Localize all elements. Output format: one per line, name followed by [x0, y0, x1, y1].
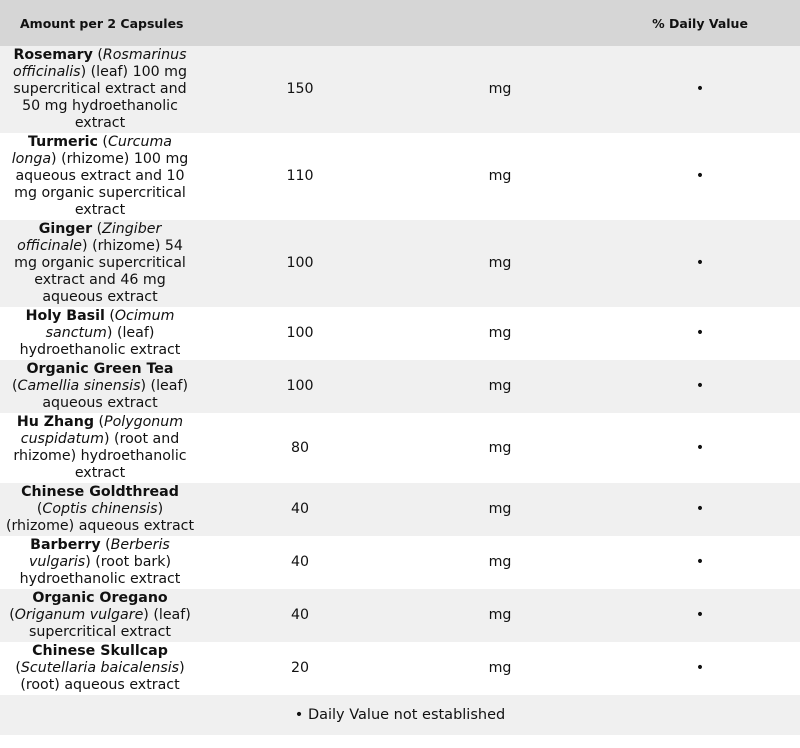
daily-value-cell: [600, 589, 800, 642]
ingredient-latin-name: Polygonum cuspidatum: [20, 414, 184, 447]
ingredient-name: Hu Zhang: [16, 414, 94, 430]
ingredient-row: [0, 360, 800, 413]
daily-value-cell: [600, 536, 800, 589]
ingredient-amount: 110: [286, 168, 314, 184]
ingredient-name: Chinese Skullcap: [32, 643, 168, 659]
ingredient-amount: 40: [290, 501, 310, 517]
ingredient-amount: 80: [290, 439, 310, 456]
ingredient-latin-name: Ocimum sanctum: [45, 308, 175, 341]
footnote: • Daily Value not established: [0, 695, 800, 735]
ingredient-name: Rosemary: [13, 47, 93, 63]
daily-value-marker: •: [695, 168, 705, 184]
ingredient-row: [0, 483, 800, 536]
ingredient-cell: Organic Green Tea (Camellia sinensis) (leaf) aqueous extract: [12, 361, 188, 411]
ingredient-row: [0, 46, 800, 133]
ingredient-amount: 100: [286, 378, 314, 394]
ingredient-cell: Chinese Skullcap (Scutellaria baicalensis) (root) aqueous extract: [15, 643, 185, 693]
ingredient-cell: Organic Oregano (Origanum vulgare) (leaf) supercritical extract: [9, 590, 191, 640]
daily-value-marker: •: [695, 439, 705, 456]
ingredient-latin-name: Rosmarinus officinalis: [13, 47, 187, 80]
ingredient-detail: (rhizome) aqueous extract: [5, 518, 195, 534]
ingredient-cell: Ginger (Zingiber officinale) (rhizome) 54 mg organic supercritical extract and 46 mg aqueous extract: [14, 221, 186, 305]
footnote-row: [0, 695, 800, 735]
ingredient-latin-name: Origanum vulgare: [14, 607, 144, 623]
ingredient-name: Holy Basil: [25, 308, 105, 324]
daily-value-cell: [600, 483, 800, 536]
daily-value-cell: [600, 360, 800, 413]
ingredient-detail: (leaf) supercritical extract: [29, 607, 191, 640]
ingredient-cell: Rosemary (Rosmarinus officinalis) (leaf) 100 mg supercritical extract and 50 mg hydroethanolic extract: [13, 47, 187, 131]
ingredient-row: [0, 413, 800, 483]
daily-value-cell: [600, 133, 800, 220]
daily-value-header: % Daily Value: [652, 15, 748, 31]
daily-value-marker: •: [695, 255, 705, 271]
ingredient-unit: mg: [488, 501, 512, 517]
ingredient-latin-name: Scutellaria baicalensis: [20, 660, 180, 676]
ingredient-amount: 40: [290, 607, 310, 623]
ingredient-detail: (root) aqueous extract: [20, 677, 180, 693]
daily-value-cell: [600, 46, 800, 133]
ingredient-latin-name: Coptis chinensis: [42, 501, 158, 517]
ingredient-cell: Hu Zhang (Polygonum cuspidatum) (root and rhizome) hydroethanolic extract: [13, 414, 187, 481]
daily-value-marker: •: [695, 501, 705, 517]
ingredient-detail: (leaf) 100 mg supercritical extract and 50 mg hydroethanolic extract: [13, 64, 187, 131]
daily-value-marker: •: [695, 660, 705, 676]
ingredient-latin-name: Zingiber officinale: [17, 221, 162, 254]
ingredient-cell: Turmeric (Curcuma longa) (rhizome) 100 mg aqueous extract and 10 mg organic supercritical extract: [11, 134, 189, 218]
ingredient-name: Organic Green Tea: [26, 361, 174, 377]
table-header-row: [0, 0, 800, 46]
ingredient-row: [0, 307, 800, 360]
daily-value-cell: [600, 413, 800, 483]
daily-value-marker: •: [695, 378, 705, 394]
ingredient-amount: 100: [286, 255, 314, 271]
ingredient-name: Organic Oregano: [32, 590, 168, 606]
ingredient-amount: 20: [290, 660, 310, 676]
ingredient-detail: (leaf) aqueous extract: [42, 378, 188, 411]
ingredient-detail: (leaf) hydroethanolic extract: [19, 325, 181, 358]
ingredient-unit: mg: [488, 255, 512, 271]
daily-value-cell: [600, 220, 800, 307]
ingredient-name: Ginger: [38, 221, 93, 237]
daily-value-marker: •: [695, 325, 705, 341]
ingredient-cell: Chinese Goldthread (Coptis chinensis) (rhizome) aqueous extract: [5, 484, 195, 534]
ingredient-detail: (rhizome) 54 mg organic supercritical extract and 46 mg aqueous extract: [14, 238, 186, 305]
ingredient-row: [0, 642, 800, 695]
ingredient-unit: mg: [488, 378, 512, 394]
ingredient-cell: Barberry (Berberis vulgaris) (root bark) hydroethanolic extract: [19, 537, 181, 587]
ingredient-latin-name: Berberis vulgaris: [28, 537, 170, 570]
daily-value-marker: •: [695, 81, 705, 97]
ingredient-name: Turmeric: [28, 134, 98, 150]
ingredient-name: Barberry: [30, 537, 101, 553]
ingredient-unit: mg: [488, 607, 512, 623]
amount-per-serving-header: Amount per 2 Capsules: [20, 15, 184, 31]
ingredient-row: [0, 220, 800, 307]
ingredient-unit: mg: [488, 168, 512, 184]
ingredient-unit: mg: [488, 325, 512, 341]
ingredient-unit: mg: [488, 81, 512, 97]
ingredient-amount: 100: [286, 325, 314, 341]
ingredient-name: Chinese Goldthread: [21, 484, 179, 500]
ingredient-amount: 150: [286, 81, 314, 97]
daily-value-cell: [600, 642, 800, 695]
daily-value-marker: •: [695, 607, 705, 623]
ingredient-unit: mg: [488, 554, 512, 570]
daily-value-marker: •: [695, 554, 705, 570]
ingredient-detail: (root bark) hydroethanolic extract: [19, 554, 181, 587]
ingredient-latin-name: Camellia sinensis: [17, 378, 141, 394]
ingredient-unit: mg: [488, 660, 512, 676]
ingredient-latin-name: Curcuma longa: [11, 134, 172, 167]
daily-value-cell: [600, 307, 800, 360]
ingredient-cell: Holy Basil (Ocimum sanctum) (leaf) hydroethanolic extract: [19, 308, 181, 358]
ingredient-detail: (root and rhizome) hydroethanolic extract: [13, 431, 187, 481]
ingredient-row: [0, 536, 800, 589]
ingredient-amount: 40: [290, 554, 310, 570]
ingredient-row: [0, 589, 800, 642]
ingredient-row: [0, 133, 800, 220]
ingredient-detail: (rhizome) 100 mg aqueous extract and 10 mg organic supercritical extract: [14, 151, 189, 218]
ingredient-unit: mg: [488, 439, 512, 456]
